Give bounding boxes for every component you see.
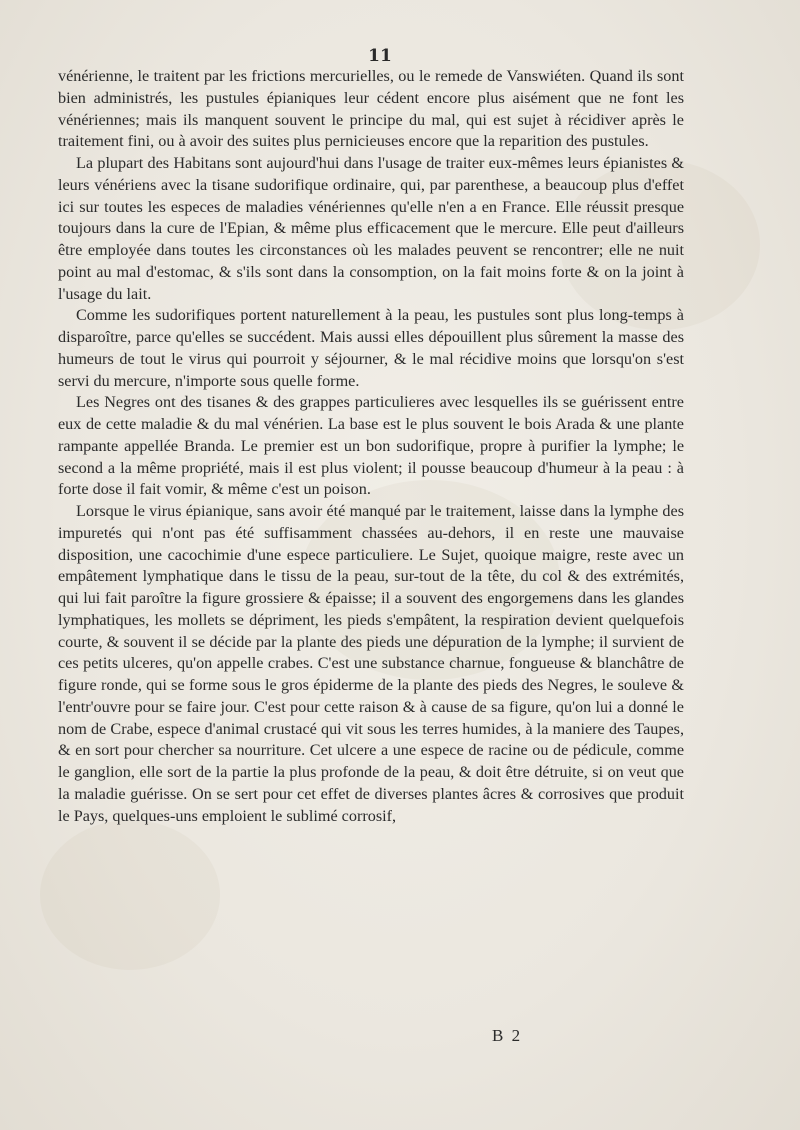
paragraph: La plupart des Habitans sont aujourd'hui dans l'usage de traiter eux-mêmes leurs épianistes & leurs vénériens avec la tisane sudorifique ordinaire, qui, par parenthese, a beaucoup plus d'effet ici sur toutes les especes de maladies vénériennes qu'elle n'en a en France. Elle réussit presque toujours dans la cure de l'Epian, & même plus efficacement que le mercure. Elle peut d'ailleurs être employée dans toutes les circonstances où les malades peuvent se rencontrer; elle ne nuit point au mal d'estomac, & s'ils sont dans la consomption, on la fait moins forte & on la joint à l'usage du lait.: [58, 154, 684, 303]
page-number: 11: [368, 46, 392, 66]
paragraph: vénérienne, le traitent par les frictions mercurielles, ou le remede de Vanswiéten. Quand ils sont bien administrés, les pustules épianiques leur cédent encore plus aisément que ne font les vénériennes; mais ils manquent souvent le principe du mal, qui est sujet à récidiver après le traitement fini, ou à avoir des suites plus pernicieuses encore que la reparition des pustules.: [58, 67, 684, 151]
paragraph: Lorsque le virus épianique, sans avoir été manqué par le traitement, laisse dans la lymphe des impuretés qui n'ont pas été suffisamment chassées au-dehors, il en reste une mauvaise disposition, une cacochimie d'une espece particuliere. Le Sujet, quoique maigre, reste avec un empâtement lymphatique dans le tissu de la peau, sur-tout de la tête, du col & des extrémités, qui lui fait paroître la figure grossiere & épaisse; il a souvent des engorgemens dans les glandes lymphatiques, les mollets se dépriment, les pieds s'empâtent, la respiration devient quelquefois courte, & souvent il se décide par la plante des pieds une dépuration de la lymphe; il survient de ces petits ulceres, qu'on appelle crabes. C'est une substance charnue, fongueuse & blanchâtre de figure ronde, qui se forme sous le gros épiderme de la plante des pieds des Negres, le souleve & l'entr'ouvre pour se faire jour. C'est pour cette raison & à cause de sa figure, qu'on lui a donné le nom de Crabe, espece d'animal crustacé qui vit sous les terres humides, à la maniere des Taupes, & en sort pour chercher sa nourriture. Cet ulcere a une espece de racine ou de pédicule, comme le ganglion, elle sort de la partie la plus profonde de la peau, & doit être détruite, si on veut que la maladie guérisse. On se sert pour cet effet de diverses plantes âcres & corrosives que produit le Pays, quelques-uns emploient le sublimé corrosif,: [58, 502, 684, 825]
body-text: [58, 66, 684, 827]
paragraph: Comme les sudorifiques portent naturellement à la peau, les pustules sont plus long-temps à disparoître, parce qu'elles se succédent. Mais aussi elles dépouillent plus sûrement la masse des humeurs de tout le virus qui pourroit y séjourner, & le mal récidive moins que lorsqu'on s'est servi du mercure, n'importe sous quelle forme.: [58, 306, 684, 390]
signature-mark: B 2: [492, 1026, 523, 1045]
paragraph: Les Negres ont des tisanes & des grappes particulieres avec lesquelles ils se guérissent entre eux de cette maladie & du mal vénérien. La base est le plus souvent le bois Arada & une plante rampante appellée Branda. Le premier est un bon sudorifique, propre à purifier la lymphe; le second a la même propriété, mais il est plus violent; il pousse beaucoup d'humeur à la peau : à forte dose il fait vomir, & même c'est un poison.: [58, 393, 684, 499]
paper-stain: [40, 820, 220, 970]
